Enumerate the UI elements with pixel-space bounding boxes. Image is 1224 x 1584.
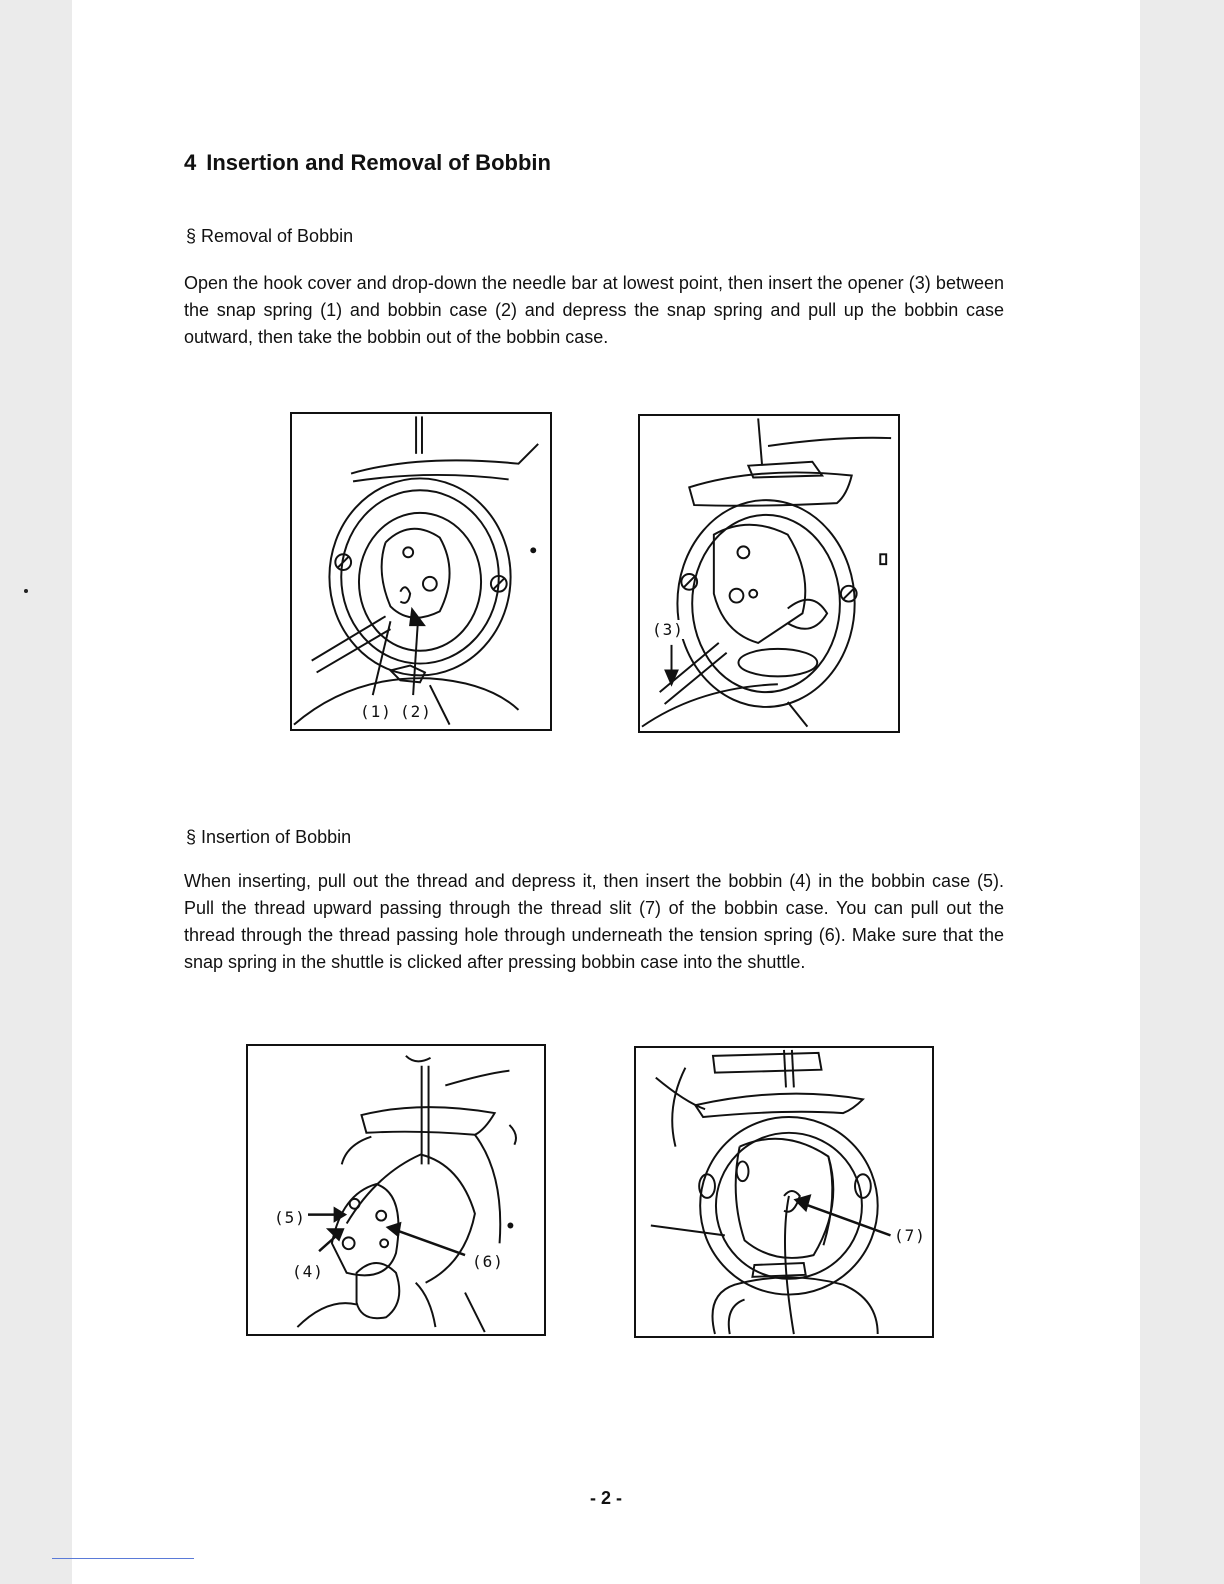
callout-7: (7): [894, 1226, 926, 1245]
scan-speck: [24, 589, 28, 593]
callout-3: (3): [652, 620, 684, 639]
insertion-figure-2: [634, 1046, 934, 1338]
callout-2: (2): [400, 702, 432, 721]
removal-heading: § Removal of Bobbin: [186, 226, 354, 246]
callout-1: (1): [360, 702, 392, 721]
hook-illustration-1: [292, 414, 550, 729]
callout-6: (6): [472, 1252, 504, 1271]
section-number: 4: [184, 150, 197, 175]
page-number: - 2 -: [589, 1488, 622, 1508]
section-title-text: Insertion and Removal of Bobbin: [206, 150, 551, 175]
insertion-heading: § Insertion of Bobbin: [186, 827, 352, 847]
hook-illustration-3: [248, 1046, 544, 1334]
removal-figure-1: [290, 412, 552, 731]
footer-rule: [52, 1558, 194, 1559]
insertion-paragraph: When inserting, pull out the thread and depress it, then insert the bobbin (4) in the bobbin case (5). Pull the thread upward passing through the thread slit (7) of the bobbin case. You can pull out the thread through the thread passing hole through underneath the tension spring (6). Make sure that the snap spring in the shuttle is clicked after pressing bobbin case into the shuttle.: [184, 871, 1004, 972]
removal-paragraph: Open the hook cover and drop-down the needle bar at lowest point, then insert the opener (3) between the snap spring (1) and bobbin case (2) and depress the snap spring and pull up the bobbin case outward, then take the bobbin out of the bobbin case.: [184, 273, 1004, 347]
hook-illustration-4: [636, 1048, 932, 1336]
callout-5: (5): [274, 1208, 306, 1227]
document-page: [72, 0, 1140, 1584]
section-title: [184, 150, 551, 176]
insertion-figure-1: [246, 1044, 546, 1336]
callout-4: (4): [292, 1262, 324, 1281]
hook-illustration-2: [640, 416, 898, 731]
removal-figure-2: [638, 414, 900, 733]
